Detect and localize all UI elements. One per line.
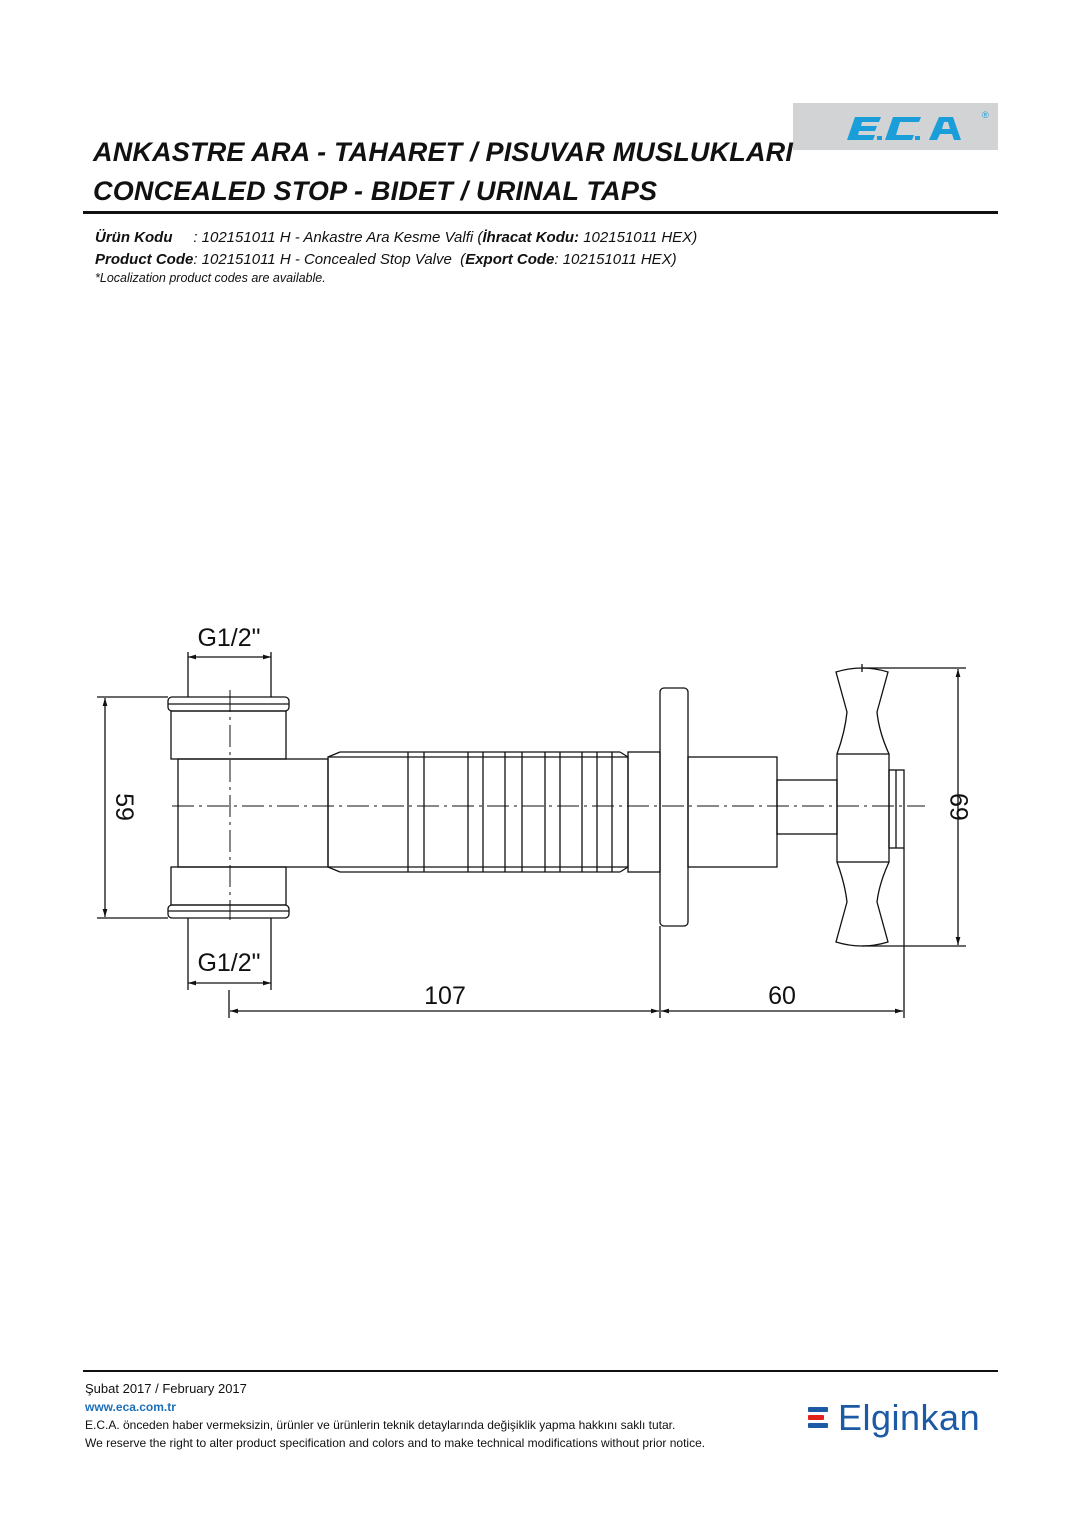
threaded-stem: [328, 752, 628, 872]
product-code-en-value: : 102151011 H - Concealed Stop Valve (: [193, 251, 466, 268]
export-code-en-value: : 102151011 HEX): [554, 251, 677, 268]
localization-note: *Localization product codes are available.: [95, 271, 326, 285]
export-code-tr-value: 102151011 HEX): [579, 229, 698, 246]
cross-handle: [836, 664, 904, 946]
footer-divider: [83, 1370, 998, 1372]
product-code-en: [95, 251, 677, 268]
height-left-label: 59: [110, 793, 138, 821]
page-title-en: CONCEALED STOP - BIDET / URINAL TAPS: [93, 176, 658, 206]
product-code-tr: [95, 229, 697, 246]
thread-top-label: G1/2": [197, 624, 261, 652]
footer-date: Şubat 2017 / February 2017: [85, 1381, 247, 1396]
elginkan-name: Elginkan: [838, 1397, 981, 1438]
product-code-tr-label: Ürün Kodu: [95, 229, 173, 246]
thread-bottom-label: G1/2": [197, 949, 261, 977]
footer-url-link[interactable]: www.eca.com.tr: [85, 1400, 176, 1414]
eca-logo: [793, 103, 998, 150]
elginkan-logo: [808, 1396, 980, 1440]
eca-logo-mark: [793, 103, 998, 150]
length-1-label: 107: [424, 982, 466, 1010]
export-code-en-label: Export Code: [465, 251, 555, 268]
registered-mark: ®: [982, 110, 989, 120]
page-title-tr: ANKASTRE ARA - TAHARET / PISUVAR MUSLUKLARI: [93, 137, 794, 167]
tee-body: [168, 697, 328, 918]
wall-flange: [628, 688, 837, 926]
product-code-en-label: Product Code: [95, 251, 194, 268]
export-code-tr-label: İhracat Kodu:: [482, 229, 580, 246]
height-right-label: 69: [946, 793, 974, 821]
footer-disclaimer-tr: E.C.A. önceden haber vermeksizin, ürünler ve ürünlerin teknik detaylarında değişiklik yapma hakkını saklı tutar.: [85, 1418, 676, 1432]
technical-drawing: [90, 610, 1020, 1030]
footer-disclaimer-en: We reserve the right to alter product specification and colors and to make technical modifications without prior notice.: [85, 1436, 706, 1450]
header-divider: [83, 211, 998, 214]
length-2-label: 60: [768, 982, 796, 1010]
elginkan-mark-icon: [808, 1405, 830, 1431]
product-code-tr-value: : 102151011 H - Ankastre Ara Kesme Valfi (: [172, 229, 483, 246]
